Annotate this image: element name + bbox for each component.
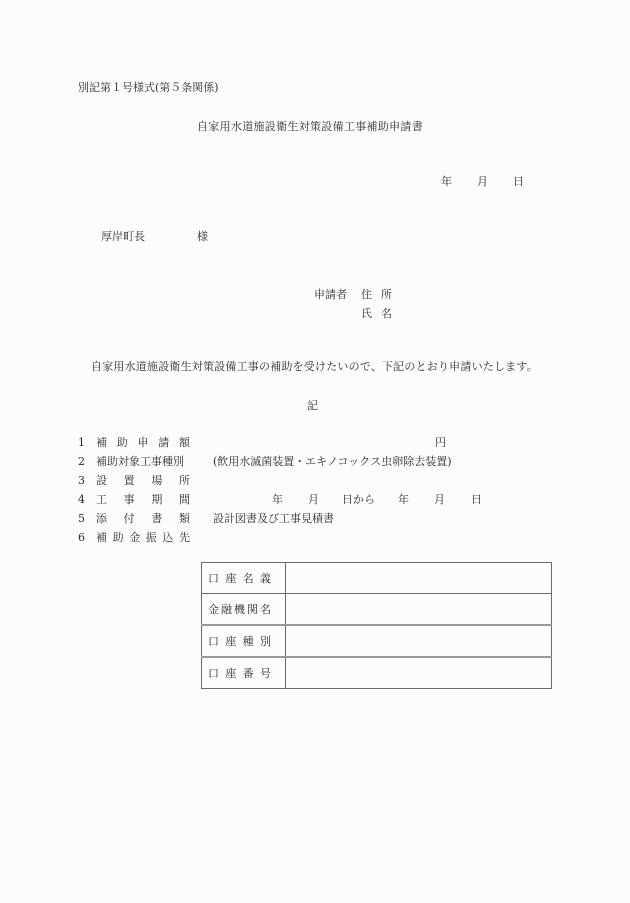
bank-account-table [201,562,552,689]
item-number: 4 [78,492,85,506]
account-type-label: 口 座 種 別 [202,625,286,657]
addressee [101,231,208,242]
item-number: 6 [78,530,85,544]
addressee-honorific: 様 [197,230,208,243]
table-row-bank-name [202,594,552,626]
period-end-day[interactable]: 日 [471,492,482,506]
item-number: 2 [78,454,85,468]
item-number: 5 [78,511,85,525]
item-attachments [78,511,334,525]
work-type-value[interactable]: (飲用水滅菌装置・エキノコックス虫卵除去装置) [213,454,452,468]
period-start-day[interactable]: 日から [342,492,375,506]
account-number-field[interactable] [286,657,552,689]
item-work-type [78,454,452,468]
bank-name-field[interactable] [286,594,552,626]
item-label: 設 置 場 所 [96,473,190,487]
period-end-month[interactable]: 月 [434,492,445,506]
date-day-field[interactable]: 日 [513,175,524,188]
application-statement: 自家用水道施設衛生対策設備工事の補助を受けたいので、下記のとおり申請いたします。 [91,360,538,373]
item-label: 補 助 申 請 額 [96,435,190,449]
attachments-value: 設計図書及び工事見積書 [213,511,334,525]
account-holder-field[interactable] [286,563,552,594]
table-row-account-number [202,657,552,689]
applicant-address-line [314,289,401,300]
applicant-address-label[interactable]: 住所 [361,288,401,301]
item-subsidy-amount [78,435,446,449]
account-number-label: 口 座 番 号 [202,657,286,689]
item-number: 1 [78,435,85,449]
period-start-month[interactable]: 月 [308,492,319,506]
item-work-period [78,492,482,506]
table-row-account-holder [202,563,552,594]
item-label: 補助対象工事種別 [96,454,184,468]
applicant-name-label[interactable]: 氏名 [361,307,401,320]
item-label: 補 助 金 振 込 先 [96,530,190,544]
ki-heading: 記 [307,399,318,412]
date-line [441,176,524,187]
account-type-field[interactable] [286,625,552,657]
date-month-field[interactable]: 月 [477,175,488,188]
table-row-account-type [202,625,552,657]
form-number: 別記第１号様式(第５条関係) [78,81,219,94]
period-start-year[interactable]: 年 [272,492,283,506]
item-number: 3 [78,473,85,487]
yen-unit[interactable]: 円 [435,435,446,449]
bank-name-label: 金 融 機 関 名 [202,594,286,626]
document-title: 自家用水道施設衛生対策設備工事補助申請書 [197,120,423,133]
addressee-name: 厚岸町長 [101,230,145,243]
item-label: 添 付 書 類 [96,511,190,525]
item-label: 工 事 期 間 [96,492,190,506]
item-install-location [78,473,190,487]
date-year-field[interactable]: 年 [441,175,452,188]
account-holder-label: 口 座 名 義 [202,563,286,594]
item-transfer-destination [78,530,190,544]
period-end-year[interactable]: 年 [398,492,409,506]
applicant-label: 申請者 [314,288,347,301]
